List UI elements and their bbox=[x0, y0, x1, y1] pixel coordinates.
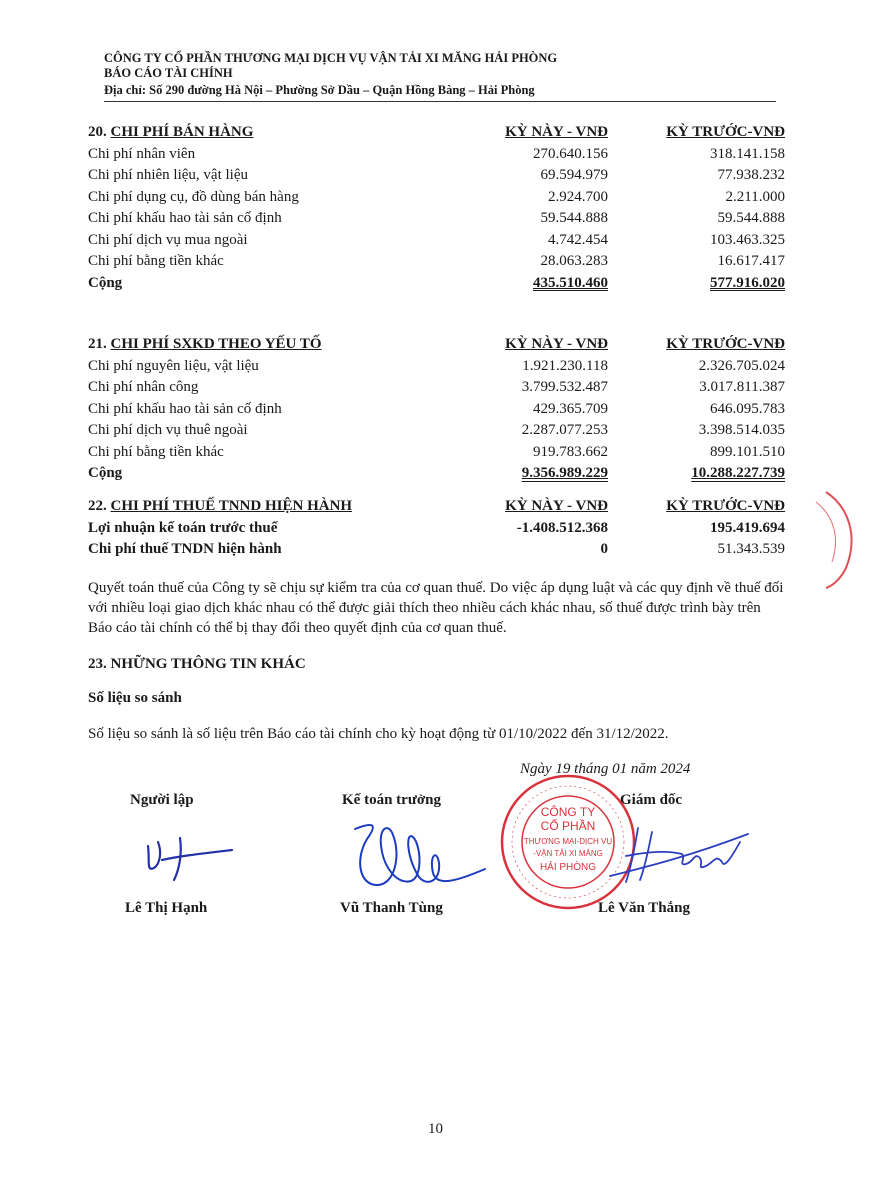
stamp-line: -VẬN TẢI XI MĂNG bbox=[533, 849, 603, 858]
table-row bbox=[88, 420, 788, 442]
comparative-data-text: Số liệu so sánh là số liệu trên Báo cáo tài chính cho kỳ hoạt động từ 01/10/2022 đến 31/12/2022. bbox=[88, 726, 669, 742]
total-label: Cộng bbox=[88, 465, 123, 481]
table-row bbox=[88, 356, 788, 378]
row-label: Chi phí thuế TNDN hiện hành bbox=[88, 541, 282, 557]
column-header-current: KỲ NÀY - VNĐ bbox=[505, 124, 608, 140]
table-row bbox=[88, 144, 788, 166]
page-number: 10 bbox=[428, 1121, 443, 1137]
section-heading bbox=[88, 496, 788, 518]
header-divider bbox=[104, 101, 776, 102]
company-name: CÔNG TY CỔ PHẦN THƯƠNG MẠI DỊCH VỤ VẬN TẢI XI MĂNG HẢI PHÒNG bbox=[104, 51, 558, 65]
preparer-title: Người lập bbox=[130, 792, 194, 808]
row-label: Chi phí dịch vụ mua ngoài bbox=[88, 231, 248, 248]
row-label: Chi phí nguyên liệu, vật liệu bbox=[88, 357, 259, 374]
current-value: 3.799.532.487 bbox=[521, 379, 608, 395]
current-value: 28.063.283 bbox=[540, 253, 608, 269]
stamp-line: HẢI PHÒNG bbox=[539, 862, 597, 873]
signature-date: Ngày 19 tháng 01 năm 2024 bbox=[520, 761, 691, 777]
total-row bbox=[88, 463, 788, 485]
total-previous-value: 577.916.020 bbox=[710, 274, 785, 291]
column-header-current: KỲ NÀY - VNĐ bbox=[505, 498, 608, 514]
current-value: -1.408.512.368 bbox=[516, 519, 608, 536]
total-label: Cộng bbox=[88, 274, 123, 291]
tax-note-paragraph: Quyết toán thuế của Công ty sẽ chịu sự kiểm tra của cơ quan thuế. Do việc áp dụng luật và các quy định về thuế đối với nhiều loại giao dịch khác nhau có thể được giải thích theo nhiều cách khác nhau, số thuế được trình bày trên Báo cáo tài chính có thể bị thay đổi theo quyết định của cơ quan thuế. bbox=[88, 580, 784, 636]
current-value: 59.544.888 bbox=[540, 210, 608, 226]
section-selling-expenses bbox=[88, 122, 788, 294]
previous-value: 3.398.514.035 bbox=[698, 422, 785, 438]
previous-value: 16.617.417 bbox=[717, 253, 785, 269]
previous-value: 899.101.510 bbox=[710, 443, 785, 460]
table-row bbox=[88, 539, 788, 561]
previous-value: 103.463.325 bbox=[710, 231, 785, 248]
chief-accountant-signature bbox=[345, 815, 495, 895]
row-label: Chi phí bằng tiền khác bbox=[88, 443, 224, 460]
section-title: CHI PHÍ BÁN HÀNG bbox=[110, 124, 254, 140]
section-title: CHI PHÍ SXKD THEO YẾU TỐ bbox=[110, 336, 322, 352]
director-signature bbox=[590, 822, 750, 892]
chief-accountant-title: Kế toán trưởng bbox=[342, 792, 441, 808]
section-income-tax bbox=[88, 496, 788, 561]
comparative-data-subtitle: Số liệu so sánh bbox=[88, 690, 182, 706]
row-label: Chi phí bằng tiền khác bbox=[88, 253, 224, 269]
row-label: Lợi nhuận kế toán trước thuế bbox=[88, 519, 278, 536]
table-row bbox=[88, 377, 788, 399]
section-heading bbox=[88, 122, 788, 144]
row-label: Chi phí khấu hao tài sản cố định bbox=[88, 400, 282, 417]
current-value: 2.924.700 bbox=[548, 188, 608, 205]
current-value: 429.365.709 bbox=[533, 400, 608, 417]
table-row bbox=[88, 399, 788, 421]
total-row bbox=[88, 273, 788, 295]
row-label: Chi phí khấu hao tài sản cố định bbox=[88, 210, 282, 226]
table-row bbox=[88, 187, 788, 209]
table-row bbox=[88, 165, 788, 187]
director-name: Lê Văn Thắng bbox=[598, 900, 690, 916]
column-header-previous: KỲ TRƯỚC-VNĐ bbox=[666, 124, 785, 140]
stamp-line: THƯƠNG MẠI-DỊCH VỤ bbox=[523, 837, 613, 846]
stamp-line: CỔ PHẦN bbox=[540, 819, 596, 833]
row-label: Chi phí nhiên liệu, vật liệu bbox=[88, 167, 248, 183]
director-title: Giám đốc bbox=[620, 792, 683, 808]
current-value: 0 bbox=[600, 541, 608, 557]
previous-value: 59.544.888 bbox=[717, 210, 785, 226]
column-header-previous: KỲ TRƯỚC-VNĐ bbox=[666, 336, 785, 352]
previous-value: 646.095.783 bbox=[710, 400, 785, 417]
table-row bbox=[88, 442, 788, 464]
section-title: CHI PHÍ THUẾ TNND HIỆN HÀNH bbox=[110, 498, 353, 514]
table-row bbox=[88, 518, 788, 540]
preparer-name: Lê Thị Hạnh bbox=[125, 900, 208, 916]
current-value: 4.742.454 bbox=[548, 231, 608, 248]
chief-accountant-name: Vũ Thanh Tùng bbox=[340, 900, 443, 916]
section-number: 20. bbox=[88, 124, 107, 140]
preparer-signature bbox=[140, 830, 240, 890]
section-production-costs bbox=[88, 334, 788, 485]
current-value: 1.921.230.118 bbox=[522, 357, 608, 374]
previous-value: 2.211.000 bbox=[725, 188, 785, 205]
total-current-value: 435.510.460 bbox=[533, 274, 608, 291]
current-value: 919.783.662 bbox=[533, 443, 608, 460]
company-address: Địa chỉ: Số 290 đường Hà Nội – Phường Sở Dầu – Quận Hồng Bàng – Hải Phòng bbox=[104, 83, 535, 97]
total-previous-value: 10.288.227.739 bbox=[691, 465, 785, 481]
row-label: Chi phí dịch vụ thuê ngoài bbox=[88, 422, 248, 438]
total-current-value: 9.356.989.229 bbox=[521, 465, 608, 481]
previous-value: 3.017.811.387 bbox=[699, 379, 785, 395]
previous-value: 195.419.694 bbox=[710, 519, 785, 536]
row-label: Chi phí nhân viên bbox=[88, 145, 196, 162]
edge-stamp-fragment bbox=[806, 488, 871, 588]
section-heading bbox=[88, 334, 788, 356]
section-other-info-title: 23. NHỮNG THÔNG TIN KHÁC bbox=[88, 656, 306, 672]
table-row bbox=[88, 208, 788, 230]
current-value: 2.287.077.253 bbox=[521, 422, 608, 438]
stamp-line: CÔNG TY bbox=[540, 805, 596, 819]
column-header-current: KỲ NÀY - VNĐ bbox=[505, 336, 608, 352]
column-header-previous: KỲ TRƯỚC-VNĐ bbox=[666, 498, 785, 514]
previous-value: 2.326.705.024 bbox=[698, 357, 785, 374]
report-title: BÁO CÁO TÀI CHÍNH bbox=[104, 66, 233, 80]
current-value: 69.594.979 bbox=[540, 167, 608, 183]
previous-value: 77.938.232 bbox=[717, 167, 785, 183]
table-row bbox=[88, 230, 788, 252]
row-label: Chi phí dụng cụ, đồ dùng bán hàng bbox=[88, 188, 299, 205]
previous-value: 51.343.539 bbox=[717, 541, 785, 557]
previous-value: 318.141.158 bbox=[710, 145, 785, 162]
section-number: 21. bbox=[88, 336, 107, 352]
row-label: Chi phí nhân công bbox=[88, 379, 199, 395]
current-value: 270.640.156 bbox=[533, 145, 608, 162]
table-row bbox=[88, 251, 788, 273]
section-number: 22. bbox=[88, 498, 107, 514]
